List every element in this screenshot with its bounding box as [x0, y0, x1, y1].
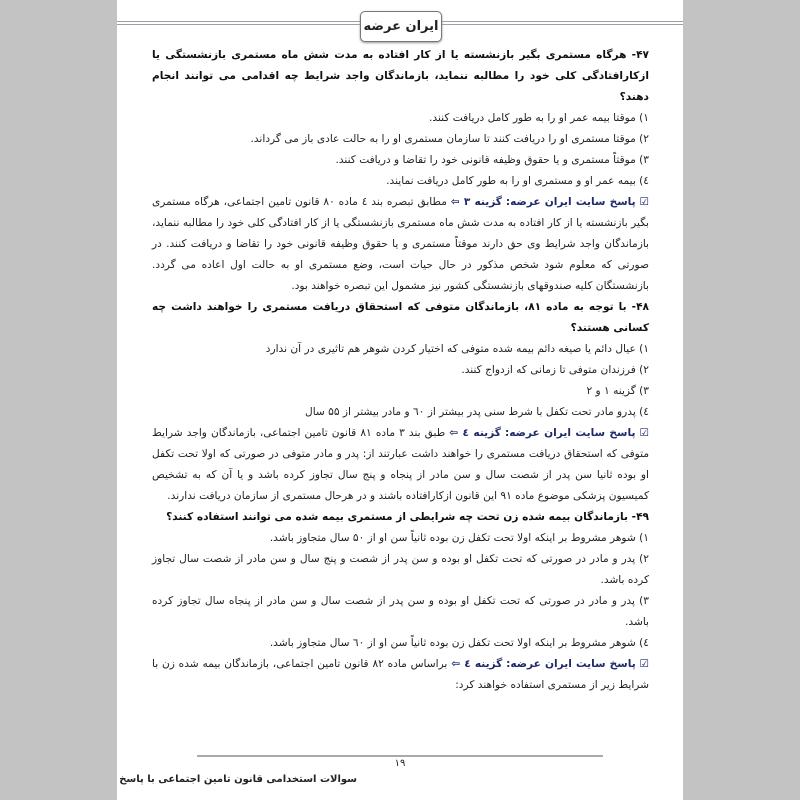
option: ۳) گزینه ۱ و ۲ — [586, 385, 649, 397]
answer-label: پاسخ سایت ایران عرضه: — [505, 196, 636, 208]
answer-choice: گزینه ٤ ⇦ — [451, 658, 503, 670]
answer-text: براساس ماده ۸۲ قانون تامین اجتماعی، بازماندگان بیمه شده زن با شرایط زیر از مستمری استفاده خواهند کرد: — [152, 658, 649, 691]
question-48: ۴۸- با توجه به ماده ۸۱، بازماندگان متوفی که استحقاق دریافت مستمری را خواهند داشت چه کسانی هستند؟ — [152, 301, 649, 334]
footer-title: سوالات استخدامی قانون تامین اجتماعی با پاسخ — [119, 774, 357, 785]
logo — [360, 11, 442, 42]
answer-label: پاسخ سایت ایران عرضه: — [506, 658, 636, 670]
option: ۱) شوهر مشروط بر اینکه اولا تحت تکفل زن بوده ثانیاً سن او از ۵۰ سال متجاوز باشد. — [269, 532, 649, 544]
question-47: ۴۷- هرگاه مستمری بگیر بازنشسته یا از کار افتاده به مدت شش ماه مستمری بازنشستگی یا ازکارافتادگی کلی خود را مطالبه ننماید، بازماندگان واجد شرایط چه اقدامی می توانند انجام دهند؟ — [152, 49, 649, 103]
answer-text: مطابق تبصره بند ٤ ماده ۸۰ قانون تامین اجتماعی، هرگاه مستمری بگیر بازنشسته یا از کار افتاده به مدت شش ماه مستمری بازنشستگی یا از کار افتادگی کلی خود را مطالبه ننماید، بازماندگان واجد شرایط وی حق دارند موقتاً مستمری و یا حقوق وظیفه قانونی خود را تقاضا و دریافت کنند. در صورتی که معلوم شود شخص مذکور در حال حیات است، وضع مستمری او به حالت اول اعاده می گردد. بازنشستگان کلیه صندوقهای بازنشستگی کشور نیز مشمول این تبصره خواهند بود. — [152, 196, 649, 292]
option: ٤) پدرو مادر تحت تکفل با شرط سنی پدر بیشتر از ٦۰ و مادر بیشتر از ۵۵ سال — [305, 406, 649, 418]
option: ۲) فرزندان متوفی تا زمانی که ازدواج کنند. — [461, 364, 649, 376]
option: ٤) بیمه عمر او و مستمری او را به طور کامل دریافت نمایند. — [386, 175, 649, 187]
checkbox-icon: ☑ — [635, 658, 649, 670]
logo-text: ایران عرضه — [363, 19, 439, 34]
footer-rule — [197, 755, 603, 757]
option: ۳) پدر و مادر در صورتی که تحت تکفل او بوده و سن پدر از شصت سال و سن مادر از پنجاه سال تجاوز کرده باشد. — [152, 595, 649, 628]
page-number: ۱۹ — [394, 758, 406, 769]
answer-paragraph — [152, 192, 649, 297]
option: ٤) شوهر مشروط بر اینکه اولا تحت تکفل زن بوده ثانیاً سن او از ٦۰ سال متجاوز باشد. — [269, 637, 649, 649]
answer-paragraph — [152, 654, 649, 696]
question-49: ۴۹- بازماندگان بیمه شده زن تحت چه شرایطی از مستمری بیمه شده می توانند استفاده کنند؟ — [166, 511, 649, 523]
option: ۲) پدر و مادر در صورتی که تحت تکفل او بوده و سن پدر از شصت و پنج سال و سن مادر از شصت سال تجاوز کرده باشد. — [152, 553, 649, 586]
option: ۲) موقتا مستمری او را دریافت کنند تا سازمان مستمری او را به حالت عادی باز می گرداند. — [250, 133, 649, 145]
answer-label: پاسخ سایت ایران عرضه: — [505, 427, 636, 439]
answer-choice: گزینه ٤ ⇦ — [449, 427, 501, 439]
checkbox-icon: ☑ — [635, 427, 650, 439]
page-content — [152, 45, 649, 696]
option: ۳) موقتاً مستمری و یا حقوق وظیفه قانونی خود را تقاضا و دریافت کنند. — [335, 154, 649, 166]
option: ۱) عیال دائم یا صیغه دائم بیمه شده متوفی که اختیار کردن شوهر هم تاثیری در آن ندارد — [265, 343, 649, 355]
checkbox-icon: ☑ — [635, 196, 649, 208]
document-page — [117, 0, 683, 800]
answer-paragraph — [152, 423, 649, 507]
option: ۱) موقتا بیمه عمر او را به طور کامل دریافت کنند. — [429, 112, 649, 124]
answer-text: طبق بند ۳ ماده ۸۱ قانون تامین اجتماعی، بازماندگان واجد شرایط متوفی که استحقاق دریافت مستمری را خواهند داشت عبارتند از: پدر و مادر متوفی در صورتی که اولا تحت تکفل او بوده ثانیا سن پدر از شصت سال و سن مادر از پنجاه و پنج سال تجاوز کرده باشد و یا آن که به تشخیص کمیسیون پزشکی موضوع ماده ۹۱ این قانون ازکارافتاده باشند و در هرحال مستمری از سازمان دریافت ندارند. — [152, 427, 649, 502]
answer-choice: گزینه ۳ ⇦ — [450, 196, 502, 208]
